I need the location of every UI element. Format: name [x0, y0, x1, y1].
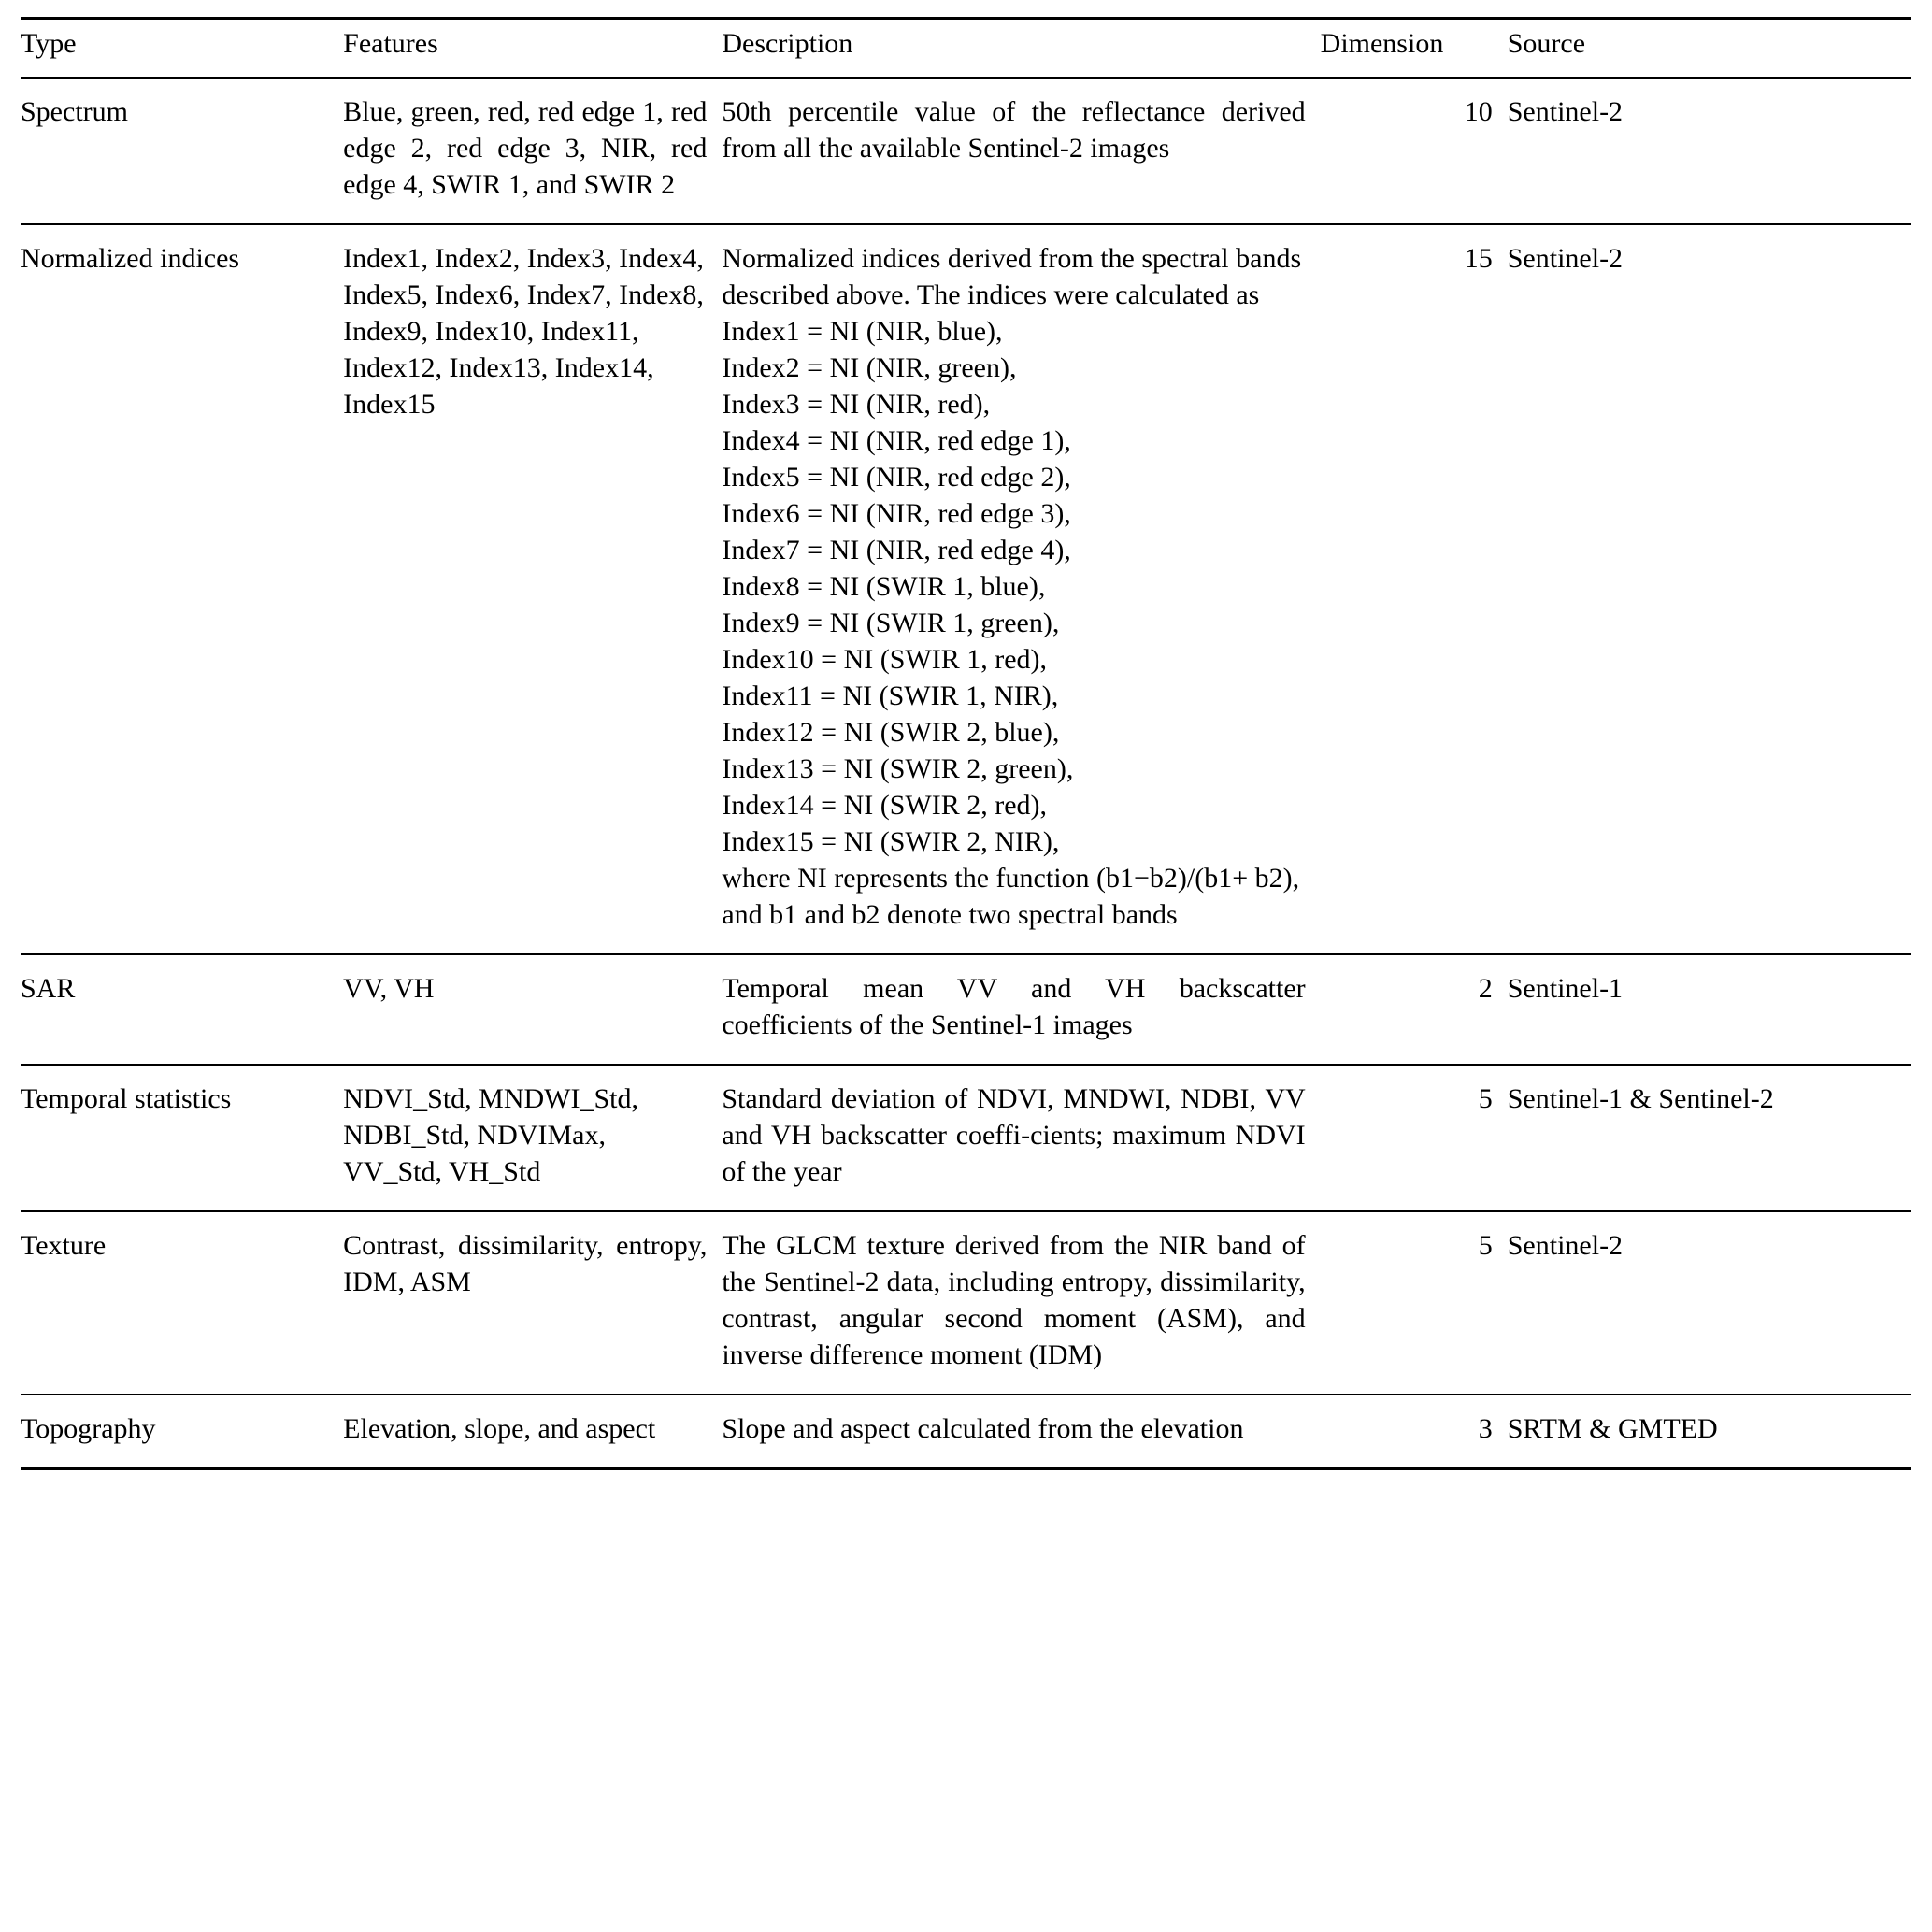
index-formula: Index11 = NI (SWIR 1, NIR), [722, 680, 1059, 711]
cell-type: Texture [21, 1230, 107, 1261]
feature-table [21, 17, 1911, 1470]
cell-features: Contrast, dissimilarity, entropy, IDM, ASM [343, 1230, 708, 1297]
index-formula: Index3 = NI (NIR, red), [722, 389, 991, 420]
cell-dimension: 5 [1478, 1083, 1493, 1114]
index-formula: Index8 = NI (SWIR 1, blue), [722, 571, 1046, 602]
cell-description: Temporal mean VV and VH backscatter coefficients of the Sentinel-1 images [722, 973, 1306, 1040]
cell-type: SAR [21, 973, 76, 1004]
cell-source: Sentinel-2 [1507, 96, 1624, 127]
table-row [21, 954, 1911, 1065]
column-header-type: Type [21, 28, 77, 59]
cell-features: NDVI_Std, MNDWI_Std, NDBI_Std, NDVIMax, VV_Std, VH_Std [343, 1083, 638, 1187]
index-formula: Index10 = NI (SWIR 1, red), [722, 644, 1048, 675]
table-row [21, 78, 1911, 224]
description-tail: where NI represents the function (b1−b2)/(b1+ b2), and b1 and b2 denote two spectral bands [722, 863, 1300, 930]
index-formula: Index6 = NI (NIR, red edge 3), [722, 498, 1071, 529]
cell-source: SRTM & GMTED [1507, 1413, 1718, 1444]
table-row [21, 224, 1911, 954]
cell-features: Index1, Index2, Index3, Index4, Index5, Index6, Index7, Index8, Index9, Index10, Index11, Index12, Index13, Index14, Index15 [343, 243, 704, 420]
cell-source: Sentinel-2 [1507, 1230, 1624, 1261]
index-formula: Index4 = NI (NIR, red edge 1), [722, 425, 1071, 456]
cell-dimension: 3 [1478, 1413, 1493, 1444]
index-formula: Index7 = NI (NIR, red edge 4), [722, 535, 1071, 565]
column-header-features: Features [343, 28, 438, 59]
cell-dimension: 2 [1478, 973, 1493, 1004]
cell-dimension: 5 [1478, 1230, 1493, 1261]
cell-type: Spectrum [21, 96, 128, 127]
description-intro: Normalized indices derived from the spectral bands described above. The indices were calculated as [722, 243, 1302, 310]
table-header-row [21, 19, 1911, 79]
index-formula: Index15 = NI (SWIR 2, NIR), [722, 826, 1060, 857]
cell-description: The GLCM texture derived from the NIR band of the Sentinel-2 data, including entropy, dissimilarity, contrast, angular second moment (ASM), and inverse difference moment (IDM) [722, 1230, 1306, 1370]
index-formula: Index14 = NI (SWIR 2, red), [722, 790, 1048, 821]
cell-dimension: 10 [1464, 96, 1493, 127]
cell-source: Sentinel-2 [1507, 243, 1624, 274]
index-formula: Index9 = NI (SWIR 1, green), [722, 608, 1060, 638]
cell-source: Sentinel-1 [1507, 973, 1624, 1004]
cell-description: Standard deviation of NDVI, MNDWI, NDBI, VV and VH backscatter coeffi-cients; maximum NDVI of the year [722, 1083, 1306, 1187]
cell-type: Temporal statistics [21, 1083, 232, 1114]
column-header-source: Source [1507, 28, 1586, 59]
cell-description: Slope and aspect calculated from the elevation [722, 1413, 1244, 1444]
cell-features: Blue, green, red, red edge 1, red edge 2, red edge 3, NIR, red edge 4, SWIR 1, and SWIR 2 [343, 96, 708, 200]
index-formula: Index13 = NI (SWIR 2, green), [722, 753, 1074, 784]
index-formula: Index12 = NI (SWIR 2, blue), [722, 717, 1060, 748]
table-header [21, 19, 1911, 79]
index-formula: Index1 = NI (NIR, blue), [722, 316, 1003, 347]
cell-description [722, 224, 1320, 954]
cell-dimension: 15 [1464, 243, 1493, 274]
cell-features: Elevation, slope, and aspect [343, 1413, 656, 1444]
cell-description: 50th percentile value of the reflectance derived from all the available Sentinel-2 images [722, 96, 1306, 164]
table-body [21, 78, 1911, 1469]
table-row [21, 1395, 1911, 1469]
cell-type: Normalized indices [21, 243, 240, 274]
index-formula: Index5 = NI (NIR, red edge 2), [722, 462, 1071, 493]
column-header-dimension: Dimension [1320, 28, 1444, 59]
table-row [21, 1065, 1911, 1211]
cell-features: VV, VH [343, 973, 435, 1004]
cell-source: Sentinel-1 & Sentinel-2 [1507, 1083, 1774, 1114]
column-header-description: Description [722, 28, 853, 59]
index-formula: Index2 = NI (NIR, green), [722, 352, 1017, 383]
table-row [21, 1211, 1911, 1395]
cell-type: Topography [21, 1413, 156, 1444]
